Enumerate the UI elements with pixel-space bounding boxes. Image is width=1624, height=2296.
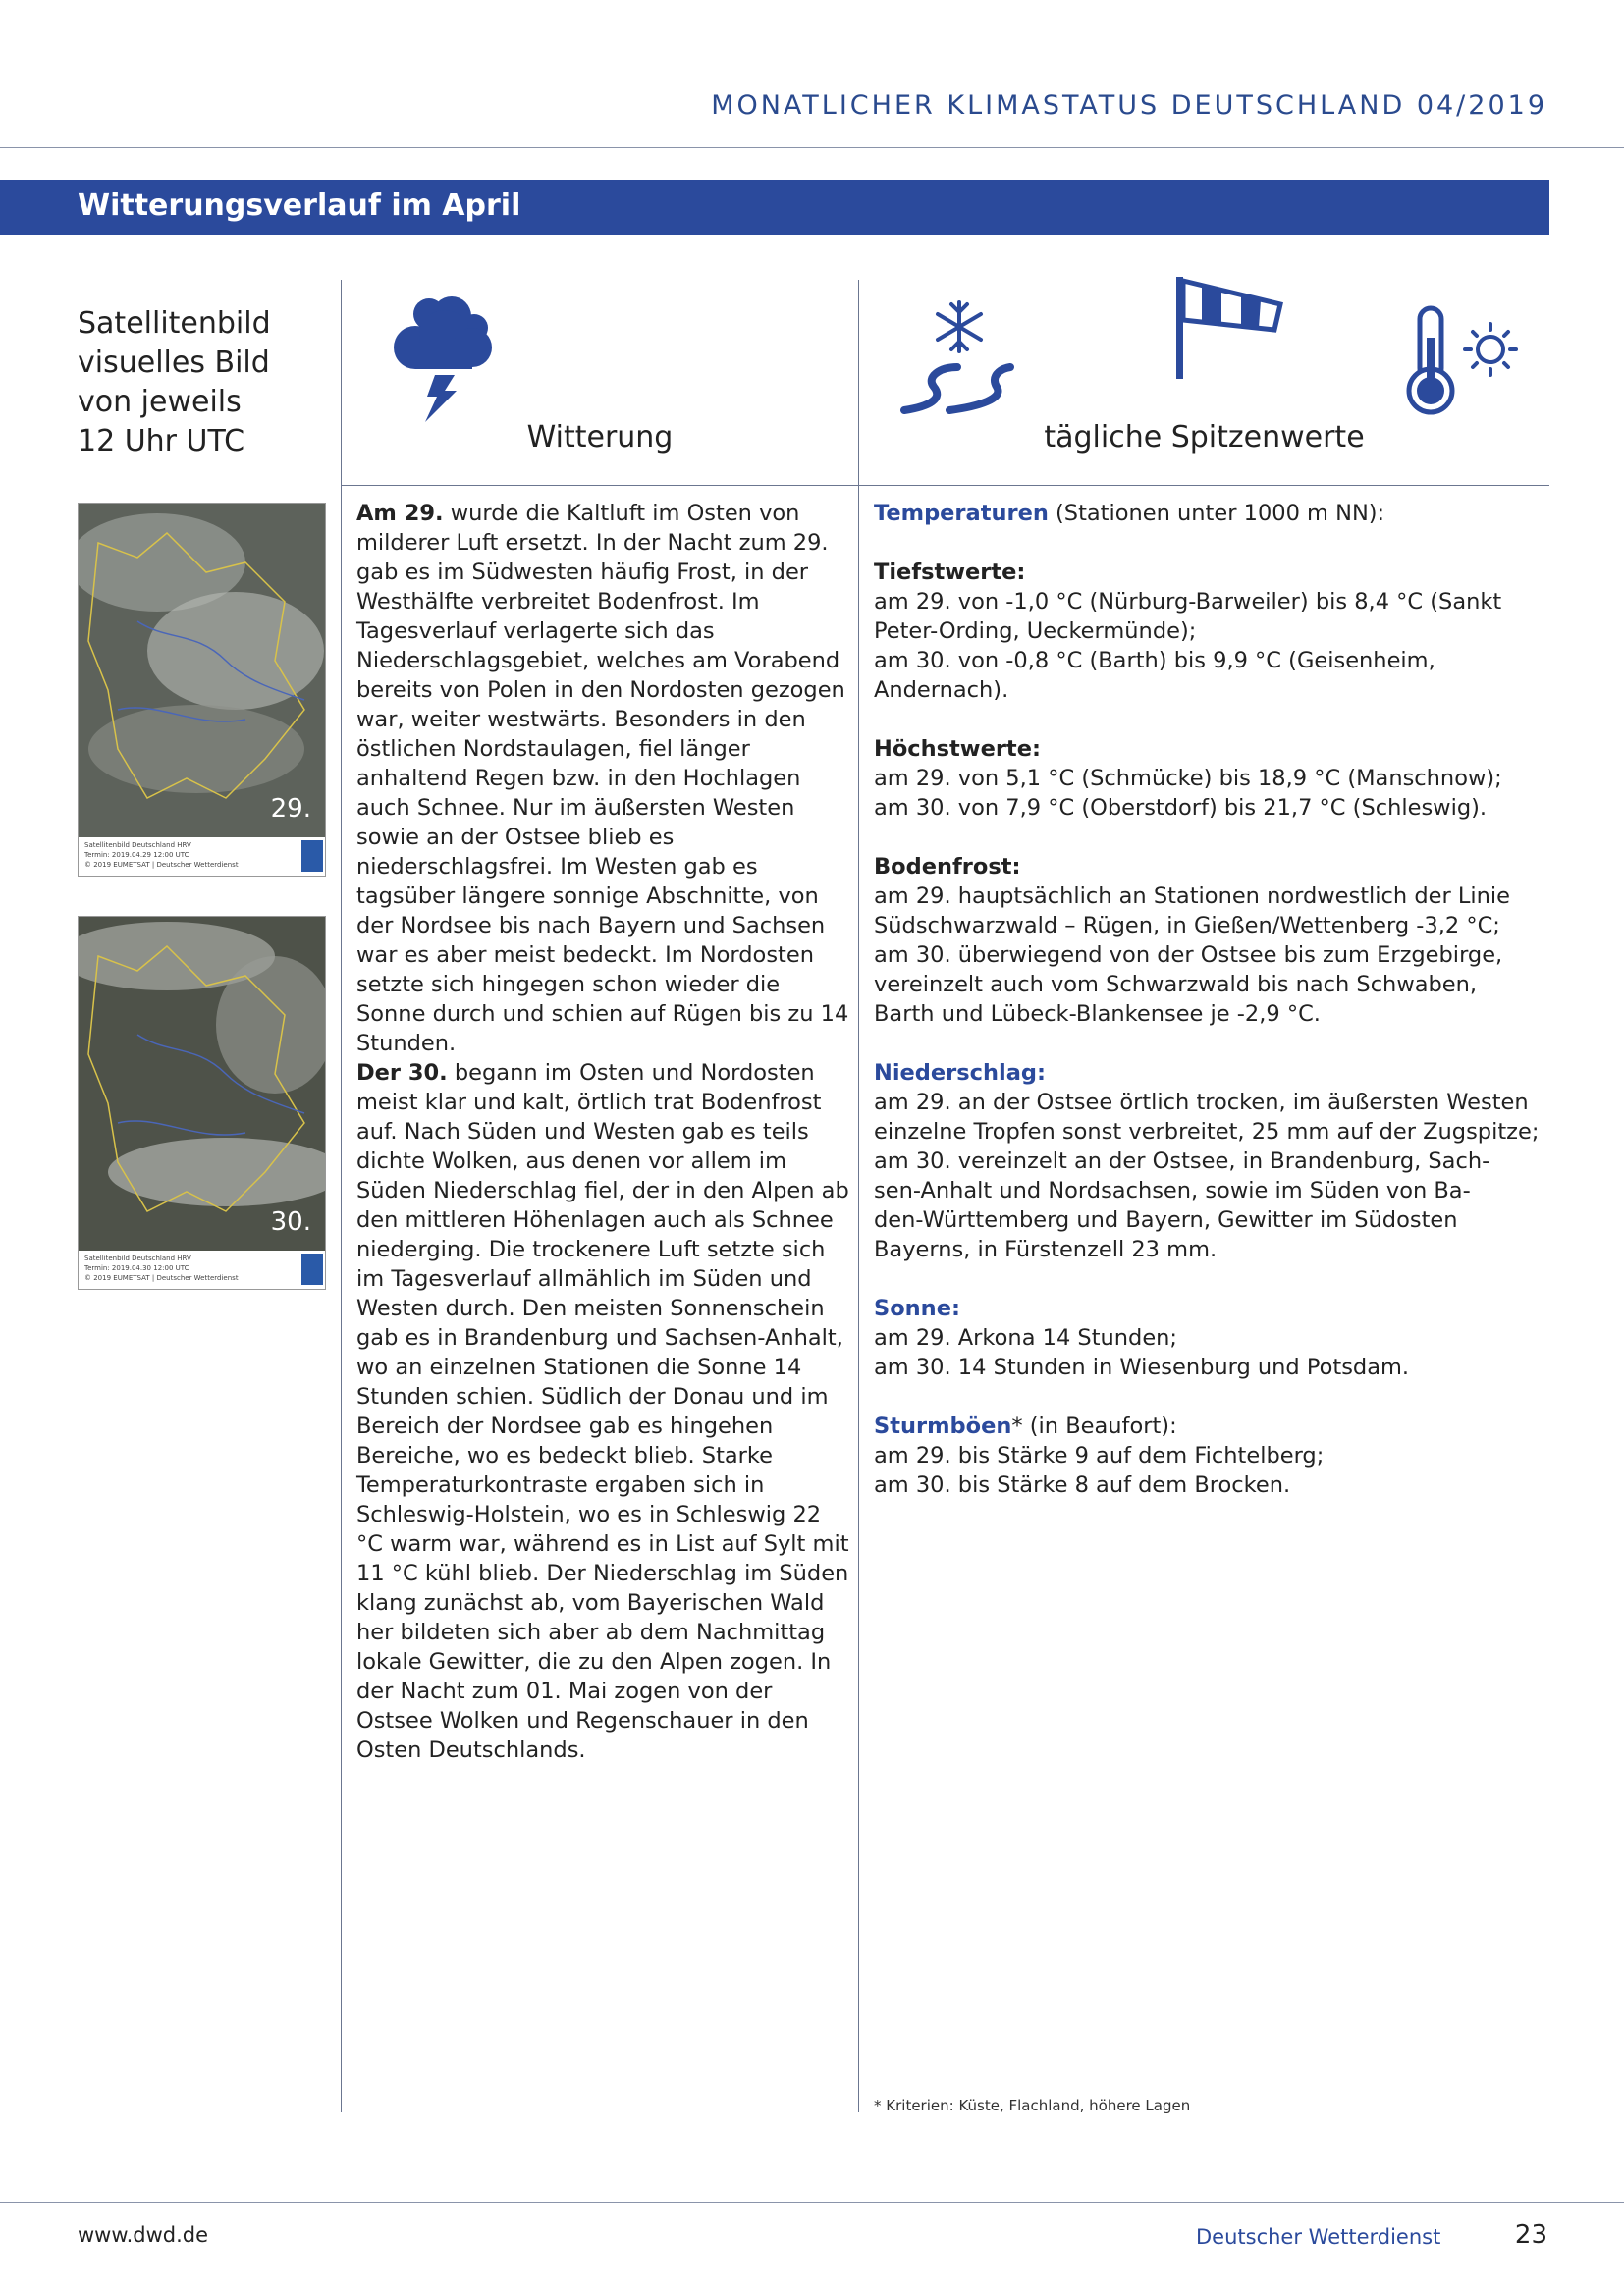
satellite-day-label: 30. (270, 1207, 311, 1237)
sunshine-line: am 29. Arkona 14 Stunden; (874, 1325, 1178, 1351)
report-title: MONATLICHER KLIMASTATUS DEUTSCHLAND 04/2019 (711, 90, 1547, 121)
max-values-line: am 29. von 5,1 °C (Schmücke) bis 18,9 °C (Manschnow); (874, 766, 1502, 791)
narrative-paragraph-30 (356, 1058, 852, 1765)
snowflake-road-icon (900, 296, 1018, 414)
footer-organization: Deutscher Wetterdienst (1196, 2225, 1441, 2249)
page-number: 23 (1514, 2220, 1547, 2250)
footnote: * Kriterien: Küste, Flachland, höhere Lagen (874, 2097, 1191, 2114)
footer-url-link[interactable]: www.dwd.de (78, 2223, 209, 2247)
temperature-label: Temperaturen (874, 501, 1049, 526)
spacer (874, 705, 1542, 734)
section-title: Witterungsverlauf im April (78, 188, 521, 223)
satellite-column-header (78, 304, 313, 461)
satellite-image-29 (78, 503, 326, 877)
dwd-logo-icon (301, 840, 323, 872)
spacer (874, 823, 1542, 852)
satellite-caption (84, 840, 298, 870)
ground-frost-line: Barth und Lübeck-Blankensee je -2,9 °C. (874, 1001, 1321, 1027)
gusts-label: Sturmböen (874, 1414, 1012, 1439)
ground-frost-line: am 30. überwiegend von der Ostsee bis zum Erzgebirge, (874, 942, 1503, 968)
min-values-label: Tiefstwerte: (874, 560, 1026, 585)
temperature-heading (874, 499, 1542, 528)
peak-values-column-header: tägliche Spitzenwerte (1044, 420, 1365, 454)
temperature-note: (Stationen unter 1000 m NN): (1048, 501, 1385, 526)
spacer (874, 1382, 1542, 1412)
narrative-lead: Der 30. (356, 1060, 448, 1086)
satellite-caption-line: © 2019 EUMETSAT | Deutscher Wetterdienst (84, 861, 239, 869)
satellite-caption-line: Termin: 2019.04.30 12:00 UTC (84, 1264, 189, 1272)
satellite-image-30 (78, 916, 326, 1290)
narrative-paragraph-29 (356, 499, 852, 1058)
spacer (874, 1264, 1542, 1294)
precipitation-line: den-Württemberg und Bayern, Gewitter im Südosten (874, 1207, 1458, 1233)
column-divider-1 (341, 280, 342, 2112)
min-values-line: Andernach). (874, 677, 1009, 703)
gusts-heading (874, 1412, 1542, 1441)
max-values-line: am 30. von 7,9 °C (Oberstdorf) bis 21,7 °C (Schleswig). (874, 795, 1488, 821)
ground-frost-line: am 29. hauptsächlich an Stationen nordwestlich der Linie (874, 883, 1510, 909)
satellite-caption-line: Termin: 2019.04.29 12:00 UTC (84, 851, 189, 859)
weather-narrative (356, 499, 852, 1765)
thermometer-sun-icon (1400, 304, 1523, 417)
precipitation-line: Bayerns, in Fürstenzell 23 mm. (874, 1237, 1218, 1262)
satellite-caption-line: Satellitenbild Deutschland HRV (84, 1255, 191, 1262)
precipitation-label: Niederschlag: (874, 1060, 1047, 1086)
spacer (874, 1029, 1542, 1058)
satellite-caption-line: © 2019 EUMETSAT | Deutscher Wetterdienst (84, 1274, 239, 1282)
sunshine-label: Sonne: (874, 1296, 960, 1321)
gusts-line: am 29. bis Stärke 9 auf dem Fichtelberg; (874, 1443, 1325, 1468)
max-values-label: Höchstwerte: (874, 736, 1041, 762)
narrative-text: wurde die Kaltluft im Osten von milderer Luft ersetzt. In der Nacht zum 29. gab es im Südwesten häufig Frost, in der Westhälfte verbreitet Bodenfrost. Im Tagesverlauf verlagerte sich das Niederschlagsgebiet, welches am Vorabend bereits von Polen in den Nordosten gezogen war, weiter westwärts. Besonders in den östlichen Nordstaulagen, fiel länger anhaltend Regen bzw. in den Hochlagen auch Schnee. Nur im äußersten Westen sowie an der Ostsee blieb es niederschlagsfrei. Im Westen gab es tagsüber längere sonnige Abschnitte, von der Nordsee bis nach Bayern und Sachsen war es aber meist bedeckt. Im Nordosten setzte sich hingegen schon wieder die Sonne durch und schien auf Rügen bis zu 14 Stunden. (356, 501, 849, 1056)
satellite-header-line: Satellitenbild (78, 306, 271, 341)
peak-values-list (874, 499, 1542, 1500)
dwd-logo-icon (301, 1254, 323, 1285)
satellite-map-overlay (79, 504, 325, 837)
satellite-header-line: 12 Uhr UTC (78, 424, 245, 458)
precipitation-line: am 30. vereinzelt an der Ostsee, in Brandenburg, Sach- (874, 1148, 1490, 1174)
gusts-note: * (in Beaufort): (1011, 1414, 1177, 1439)
precipitation-line: am 29. an der Ostsee örtlich trocken, im äußersten Westen (874, 1090, 1529, 1115)
narrative-text: begann im Osten und Nordosten meist klar und kalt, örtlich trat Bodenfrost auf. Nach Süden und Westen gab es teils dichte Wolken, aus denen vor allem im Süden Niederschlag fiel, der in den Alpen ab den mittleren Höhenlagen auch als Schnee niederging. Die trockenere Luft setzte sich im Tagesverlauf allmählich im Süden und Westen durch. Den meisten Sonnenschein gab es in Brandenburg und Sachsen-Anhalt, wo an einzelnen Stationen die Sonne 14 Stunden schien. Südlich der Donau und im Bereich der Nordsee gab es hingehen Bereiche, wo es bedeckt blieb. Starke Temperaturkontraste ergaben sich in Schleswig-Holstein, wo es in Schleswig 22 °C warm war, während es in List auf Sylt mit 11 °C kühl blieb. Der Niederschlag im Süden klang zunächst ab, vom Bayerischen Wald her bildeten sich aber ab dem Nachmittag lokale Gewitter, die zu den Alpen zogen. In der Nacht zum 01. Mai zogen von der Ostsee Wolken und Regenschauer in den Osten Deutschlands. (356, 1060, 849, 1763)
min-values-line: Peter-Ording, Ueckermünde); (874, 618, 1197, 644)
column-divider-2 (858, 280, 859, 2112)
satellite-caption-line: Satellitenbild Deutschland HRV (84, 841, 191, 849)
footer-divider (0, 2202, 1624, 2203)
satellite-picture (79, 504, 325, 837)
ground-frost-line: vereinzelt auch vom Schwarzwald bis nach Schwaben, (874, 972, 1478, 997)
satellite-day-label: 29. (270, 794, 311, 824)
section-band (0, 180, 1549, 235)
precipitation-line: sen-Anhalt und Nordsachsen, sowie im Süden von Ba- (874, 1178, 1471, 1203)
thundercloud-icon (388, 287, 496, 424)
satellite-picture (79, 917, 325, 1251)
satellite-caption (84, 1254, 298, 1283)
spacer (874, 528, 1542, 558)
ground-frost-label: Bodenfrost: (874, 854, 1021, 880)
precipitation-line: einzelne Tropfen sonst verbreitet, 25 mm auf der Zugspitze; (874, 1119, 1540, 1145)
ground-frost-line: Südschwarzwald – Rügen, in Gießen/Wettenberg -3,2 °C; (874, 913, 1500, 938)
min-values-line: am 30. von -0,8 °C (Barth) bis 9,9 °C (Geisenheim, (874, 648, 1435, 673)
satellite-map-overlay (79, 917, 325, 1251)
satellite-header-line: von jeweils (78, 385, 242, 419)
windsock-icon (1170, 273, 1288, 379)
weather-column-header: Witterung (526, 420, 674, 454)
min-values-line: am 29. von -1,0 °C (Nürburg-Barweiler) bis 8,4 °C (Sankt (874, 589, 1502, 614)
header-divider (0, 147, 1624, 148)
sunshine-line: am 30. 14 Stunden in Wiesenburg und Potsdam. (874, 1355, 1410, 1380)
satellite-header-line: visuelles Bild (78, 346, 270, 380)
gusts-line: am 30. bis Stärke 8 auf dem Brocken. (874, 1472, 1291, 1498)
narrative-lead: Am 29. (356, 501, 444, 526)
header-row-divider (342, 485, 1549, 486)
